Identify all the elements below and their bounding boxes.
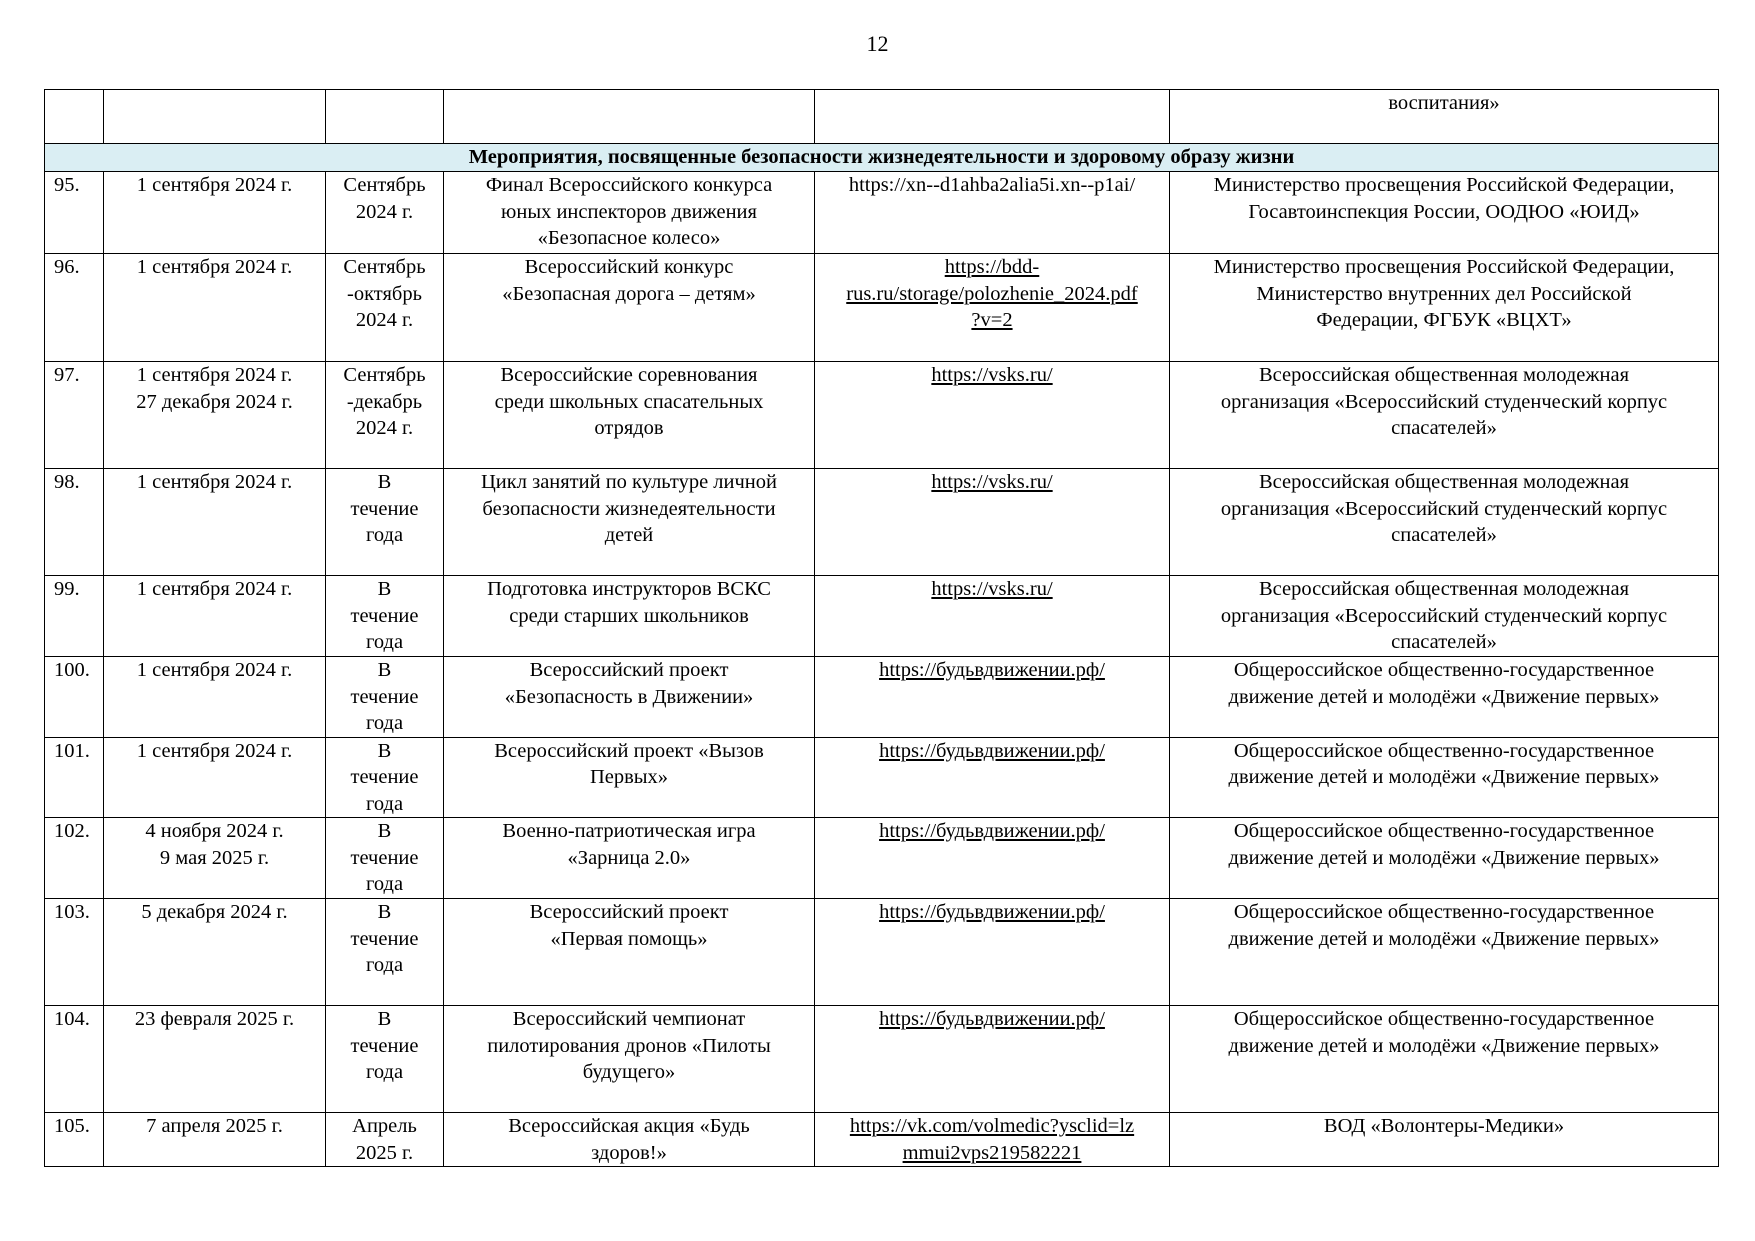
period-line: В (377, 1008, 392, 1030)
cell-num (45, 90, 104, 144)
title-line: детей (604, 524, 654, 546)
date-line: 1 сентября 2024 г. (136, 174, 293, 196)
title-line: Цикл занятий по культуре личной (481, 471, 777, 493)
period-line: В (377, 471, 392, 493)
cell-organizer (1170, 657, 1719, 738)
date-line: 1 сентября 2024 г. (136, 739, 293, 762)
table-row (45, 1113, 1719, 1167)
title-line: Первых» (589, 766, 669, 788)
url-link[interactable]: rus.ru/storage/polozhenie_2024.pdf (846, 282, 1138, 305)
period-line: 2025 г. (355, 1141, 414, 1164)
organizer-line: движение детей и молодёжи «Движение первых» (1228, 685, 1660, 708)
cell-organizer (1170, 362, 1719, 469)
period-line: В (377, 659, 392, 681)
cell-num: 97. (45, 362, 104, 469)
organizer-line: организация «Всероссийский студенческий корпус (1220, 604, 1668, 627)
date-line: 1 сентября 2024 г. (136, 471, 293, 493)
url-link[interactable]: https://будьвдвижении.рф/ (879, 820, 1105, 842)
cell-title (444, 1113, 815, 1167)
table-row (45, 172, 1719, 254)
title-line: безопасности жизнедеятельности (482, 497, 776, 520)
period-line: течение (350, 685, 419, 708)
cell-url (815, 1006, 1170, 1113)
url-link[interactable]: ?v=2 (971, 309, 1013, 331)
date-line: 5 декабря 2024 г. (141, 901, 288, 923)
title-line: Всероссийский проект (529, 659, 729, 681)
period-line: 2024 г. (355, 309, 414, 331)
period-line: В (377, 820, 392, 842)
cell-num: 105. (45, 1113, 104, 1167)
period-line: года (365, 873, 404, 895)
events-table-body (45, 90, 1719, 1167)
organizer-line: движение детей и молодёжи «Движение первых» (1228, 846, 1660, 869)
cell-url (815, 818, 1170, 899)
title-line: «Безопасность в Движении» (504, 685, 754, 708)
section-title: Мероприятия, посвященные безопасности жизнедеятельности и здоровому образу жизни (45, 144, 1719, 172)
cell-period (326, 90, 444, 144)
cell-num: 102. (45, 818, 104, 899)
period-line: года (365, 1061, 404, 1083)
cell-organizer (1170, 576, 1719, 657)
cell-organizer (1170, 818, 1719, 899)
period-line: -декабрь (346, 390, 423, 413)
organizer-line: Министерство внутренних дел Российской (1256, 282, 1632, 305)
cell-title (444, 576, 815, 657)
table-row (45, 469, 1719, 576)
period-line: В (377, 739, 392, 762)
cell-organizer (1170, 254, 1719, 362)
url-link[interactable]: https://будьвдвижении.рф/ (879, 659, 1105, 681)
period-line: течение (350, 604, 419, 627)
period-line: течение (350, 927, 419, 950)
cell-period (326, 818, 444, 899)
title-line: Всероссийская акция «Будь (508, 1115, 750, 1137)
title-line: среди школьных спасательных (494, 390, 764, 413)
organizer-line: Общероссийское общественно-государственное (1233, 901, 1655, 923)
cell-organizer (1170, 1006, 1719, 1113)
title-line: будущего» (582, 1061, 676, 1083)
date-line: 1 сентября 2024 г. (136, 659, 293, 681)
cell-url (815, 172, 1170, 254)
period-line: года (365, 631, 404, 653)
cell-date (104, 254, 326, 362)
organizer-line: организация «Всероссийский студенческий корпус (1220, 497, 1668, 520)
table-row (45, 657, 1719, 738)
period-line: -октябрь (347, 282, 422, 305)
cell-title (444, 469, 815, 576)
organizer-line: Общероссийское общественно-государственное (1233, 1008, 1655, 1030)
organizer-line: Всероссийская общественная молодежная (1258, 471, 1630, 493)
organizer-line: Всероссийская общественная молодежная (1258, 578, 1630, 600)
period-line: течение (350, 766, 419, 788)
period-line: года (365, 954, 404, 976)
cell-date (104, 818, 326, 899)
date-line: 9 мая 2025 г. (159, 846, 270, 869)
organizer-line: Госавтоинспекция России, ООДЮО «ЮИД» (1248, 200, 1640, 223)
cell-date (104, 1006, 326, 1113)
cell-date (104, 172, 326, 254)
cell-num: 98. (45, 469, 104, 576)
cell-date (104, 576, 326, 657)
cell-title (444, 90, 815, 144)
organizer-line: спасателей» (1391, 631, 1497, 653)
organizer-line: спасателей» (1391, 524, 1497, 546)
title-line: Военно-патриотическая игра (502, 820, 756, 842)
url-link[interactable]: https://vk.com/volmedic?ysclid=lz (849, 1115, 1135, 1137)
title-line: Всероссийский чемпионат (512, 1008, 746, 1030)
cell-organizer (1170, 172, 1719, 254)
cell-num: 104. (45, 1006, 104, 1113)
organizer-line: организация «Всероссийский студенческий корпус (1220, 390, 1668, 413)
page-number: 12 (866, 31, 889, 56)
organizer-line: движение детей и молодёжи «Движение первых» (1228, 927, 1660, 950)
cell-organizer (1170, 469, 1719, 576)
cell-period (326, 254, 444, 362)
url-link[interactable]: https://будьвдвижении.рф/ (879, 1008, 1105, 1030)
table-row (45, 362, 1719, 469)
period-line: Сентябрь (343, 174, 426, 196)
cell-num: 96. (45, 254, 104, 362)
period-line: 2024 г. (355, 200, 414, 223)
table-row (45, 254, 1719, 362)
cell-title (444, 737, 815, 818)
period-line: Сентябрь (343, 364, 426, 386)
cell-num: 103. (45, 899, 104, 1006)
title-line: Всероссийские соревнования (500, 364, 758, 386)
organizer-line: Федерации, ФГБУК «ВЦХТ» (1316, 309, 1572, 331)
url-link[interactable]: https://будьвдвижении.рф/ (879, 901, 1105, 923)
cell-organizer: воспитания» (1170, 90, 1719, 144)
title-line: юных инспекторов движения (501, 200, 757, 223)
organizer-line: Общероссийское общественно-государственное (1233, 659, 1655, 681)
organizer-line: Всероссийская общественная молодежная (1258, 364, 1630, 386)
url-link[interactable]: https://vsks.ru/ (931, 471, 1053, 493)
cell-title (444, 362, 815, 469)
cell-num: 99. (45, 576, 104, 657)
title-line: «Зарница 2.0» (567, 846, 691, 869)
date-line: 27 декабря 2024 г. (136, 390, 293, 413)
title-line: здоров!» (591, 1141, 667, 1164)
cell-organizer (1170, 737, 1719, 818)
cell-period (326, 469, 444, 576)
period-line: течение (350, 1034, 419, 1057)
cell-period (326, 172, 444, 254)
period-line: В (377, 578, 392, 600)
organizer-line: Министерство просвещения Российской Федерации, (1213, 256, 1675, 278)
title-line: «Безопасная дорога – детям» (502, 282, 756, 305)
cell-num: 101. (45, 737, 104, 818)
cell-period (326, 899, 444, 1006)
cell-url (815, 657, 1170, 738)
title-line: Всероссийский проект «Вызов (494, 739, 764, 762)
organizer-line: Общероссийское общественно-государственное (1233, 820, 1655, 842)
title-line: Подготовка инструкторов ВСКС (487, 578, 771, 600)
title-line: «Безопасное колесо» (537, 227, 721, 249)
cell-url (815, 576, 1170, 657)
title-line: отрядов (594, 417, 664, 439)
period-line: течение (350, 497, 419, 520)
cell-period (326, 737, 444, 818)
period-line: Апрель (352, 1115, 417, 1137)
date-line: 1 сентября 2024 г. (136, 578, 293, 600)
cell-url (815, 469, 1170, 576)
cell-date (104, 90, 326, 144)
table-row (45, 818, 1719, 899)
title-line: Всероссийский проект (529, 901, 729, 923)
table-row (45, 576, 1719, 657)
table-row (45, 1006, 1719, 1113)
table-row (45, 737, 1719, 818)
cell-num: 100. (45, 657, 104, 738)
cell-period (326, 1006, 444, 1113)
organizer-line: ВОД «Волонтеры-Медики» (1323, 1115, 1565, 1137)
date-line: 7 апреля 2025 г. (146, 1115, 283, 1137)
cell-title (444, 1006, 815, 1113)
cell-num: 95. (45, 172, 104, 254)
url-link[interactable]: mmui2vps219582221 (902, 1141, 1082, 1164)
cell-organizer (1170, 899, 1719, 1006)
organizer-line: движение детей и молодёжи «Движение первых» (1228, 766, 1660, 788)
cell-period (326, 576, 444, 657)
cell-date (104, 899, 326, 1006)
section-header-row (45, 144, 1719, 172)
cell-url (815, 90, 1170, 144)
organizer-line: спасателей» (1391, 417, 1497, 439)
organizer-line: Министерство просвещения Российской Федерации, (1213, 174, 1675, 196)
organizer-line: движение детей и молодёжи «Движение первых» (1228, 1034, 1660, 1057)
date-line: 4 ноября 2024 г. (145, 820, 284, 842)
cell-url (815, 254, 1170, 362)
cell-title (444, 254, 815, 362)
events-table (44, 89, 1719, 1167)
cell-url (815, 1113, 1170, 1167)
title-line: Всероссийский конкурс (524, 256, 734, 278)
cell-organizer (1170, 1113, 1719, 1167)
cell-period (326, 1113, 444, 1167)
continued-row (45, 90, 1719, 144)
table-row (45, 899, 1719, 1006)
url-link: https://xn--d1ahba2alia5i.xn--p1ai/ (848, 174, 1136, 196)
cell-title (444, 172, 815, 254)
organizer-line: Общероссийское общественно-государственное (1233, 739, 1655, 762)
date-line: 1 сентября 2024 г. (136, 364, 293, 386)
cell-date (104, 1113, 326, 1167)
cell-period (326, 362, 444, 469)
period-line: Сентябрь (343, 256, 426, 278)
cell-date (104, 469, 326, 576)
cell-url (815, 362, 1170, 469)
cell-url (815, 899, 1170, 1006)
period-line: течение (350, 846, 419, 869)
cell-title (444, 899, 815, 1006)
cell-period (326, 657, 444, 738)
cell-date (104, 737, 326, 818)
period-line: 2024 г. (355, 417, 414, 439)
url-link[interactable]: https://будьвдвижении.рф/ (879, 739, 1105, 762)
period-line: года (365, 524, 404, 546)
cell-date (104, 362, 326, 469)
period-line: года (365, 792, 404, 815)
title-line: пилотирования дронов «Пилоты (487, 1034, 771, 1057)
cell-title (444, 818, 815, 899)
url-link[interactable]: https://vsks.ru/ (931, 578, 1053, 600)
cell-date (104, 657, 326, 738)
cell-url (815, 737, 1170, 818)
period-line: В (377, 901, 392, 923)
period-line: года (365, 712, 404, 734)
title-line: среди старших школьников (509, 604, 749, 627)
url-link[interactable]: https://vsks.ru/ (931, 364, 1053, 386)
cell-title (444, 657, 815, 738)
date-line: 1 сентября 2024 г. (136, 256, 293, 278)
title-line: «Первая помощь» (550, 927, 708, 950)
date-line: 23 февраля 2025 г. (134, 1008, 295, 1030)
title-line: Финал Всероссийского конкурса (485, 174, 773, 196)
url-link[interactable]: https://bdd- (944, 256, 1040, 278)
